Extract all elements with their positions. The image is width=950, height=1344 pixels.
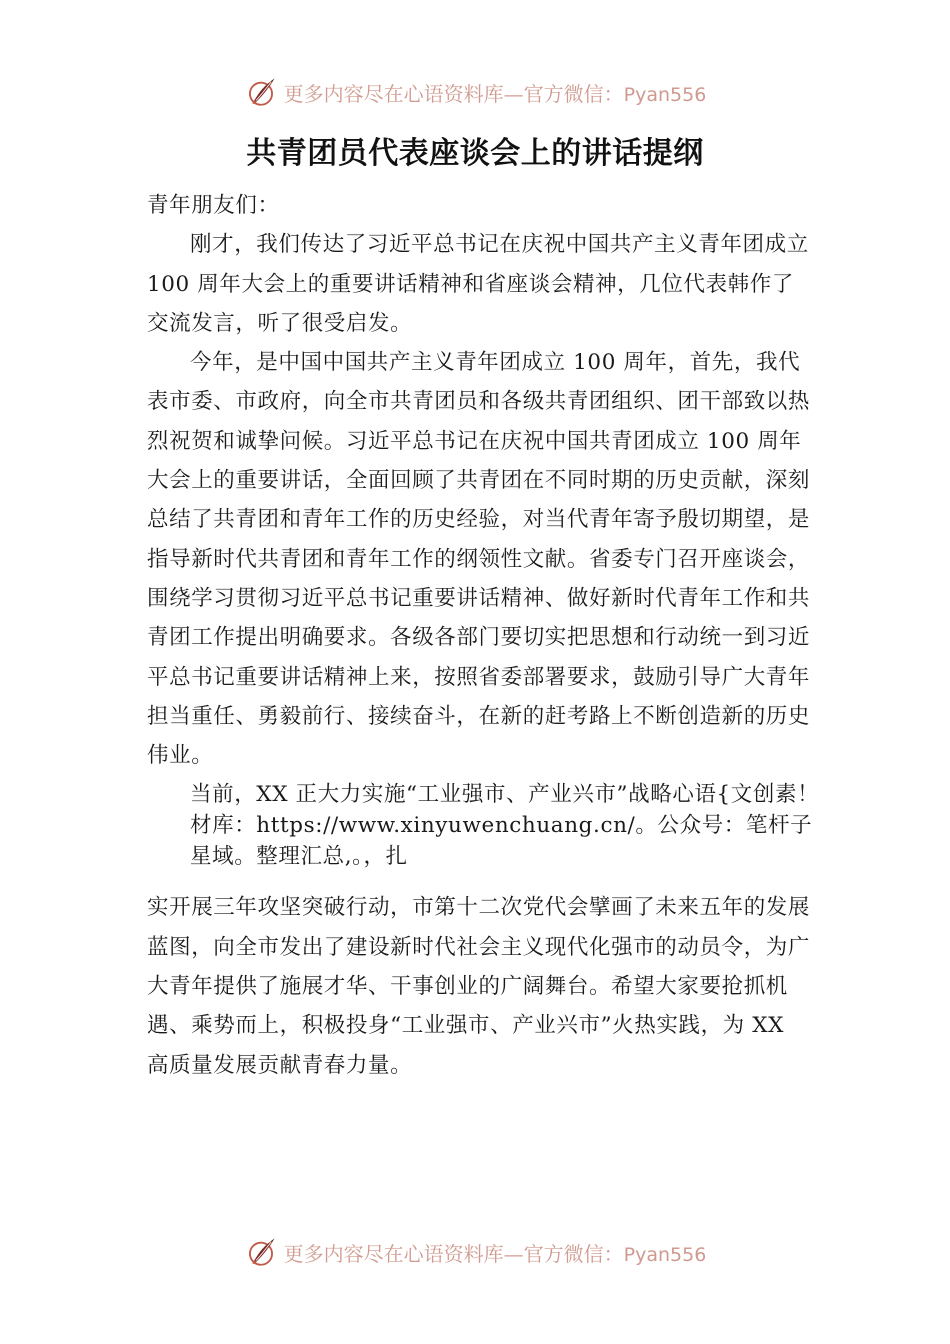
paragraph-1: 刚才，我们传达了习近平总书记在庆祝中国共产主义青年团成立 100 周年大会上的重要讲话精神和省座谈会精神，几位代表韩作了交流发言，听了很受启发。 <box>147 232 809 336</box>
watermark-text: 更多内容尽在心语资料库—官方微信：Pyan556 <box>283 1241 707 1266</box>
header-watermark <box>0 72 950 112</box>
quill-emblem-icon <box>244 1235 278 1269</box>
quill-emblem-icon <box>244 75 278 109</box>
paragraph-3: 当前，XX 正大力实施“工业强市、产业兴市”战略心语{文创素！材库：https://www.xinyuwenchuang.cn/。公众号：笔杆子星域。整理汇总,。，扎 <box>190 782 820 870</box>
paragraph-2: 今年，是中国中国共产主义青年团成立 100 周年，首先，我代表市委、市政府，向全市共青团员和各级共青团组织、团干部致以热烈祝贺和诚挚问候。习近平总书记在庆祝中国共青团成立 100 周年大会上的重要讲话，全面回顾了共青团在不同时期的历史贡献，深刻总结了共青团和青年工作的历史经验，对当代青年寄予殷切期望，是指导新时代共青团和青年工作的纲领性文献。省委专门召开座谈会，围绕学习贯彻习近平总书记重要讲话精神、做好新时代青年工作和共青团工作提出明确要求。各级各部门要切实把思想和行动统一到习近平总书记重要讲话精神上来，按照省委部署要求，鼓励引导广大青年担当重任、勇毅前行、接续奋斗，在新的赶考路上不断创造新的历史伟业。 <box>147 350 811 769</box>
wechat-id: Pyan556 <box>623 83 707 106</box>
document-body <box>147 186 820 1085</box>
page-title: 共青团员代表座谈会上的讲话提纲 <box>246 136 704 171</box>
wechat-id: Pyan556 <box>623 1243 707 1266</box>
watermark-text: 更多内容尽在心语资料库—官方微信：Pyan556 <box>283 81 707 106</box>
salutation: 青年朋友们： <box>147 193 280 218</box>
paragraph-4: 实开展三年攻坚突破行动，市第十二次党代会擘画了未来五年的发展蓝图，向全市发出了建设新时代社会主义现代化强市的动员令，为广大青年提供了施展才华、干事创业的广阔舞台。希望大家要抢抓机遇、乘势而上，积极投身“工业强市、产业兴市”火热实践，为 XX 高质量发展贡献青春力量。 <box>147 895 811 1078</box>
footer-watermark <box>0 1232 950 1272</box>
